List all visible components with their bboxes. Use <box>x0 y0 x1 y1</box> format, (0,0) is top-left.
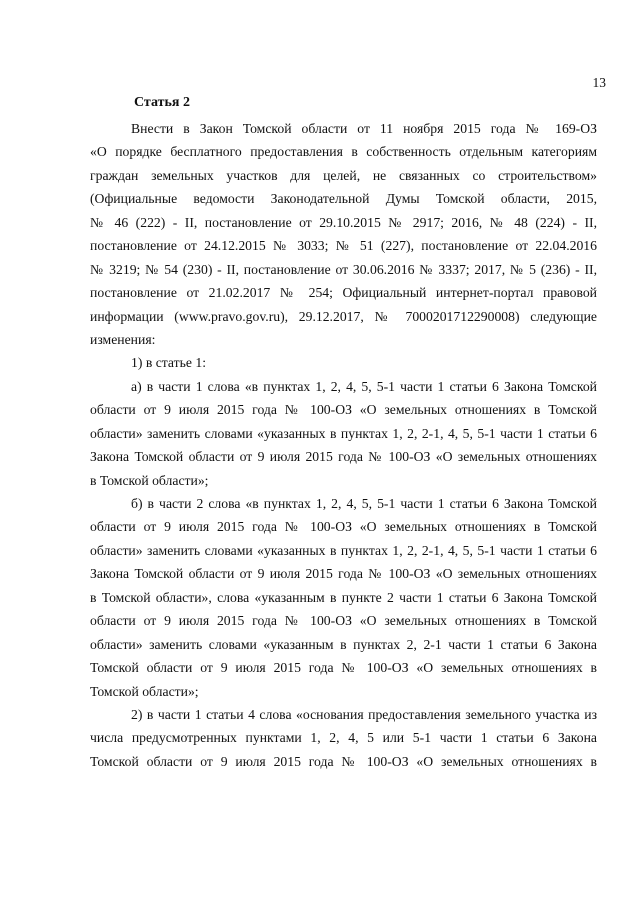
text-line: (Официальные ведомости Законодательной Думы Томской области, 2015, <box>90 191 597 207</box>
text-line: области» заменить словами «указанных в пунктах 1, 2, 2-1, 4, 5, 5-1 части 1 статьи 6 <box>90 425 597 441</box>
text-line: а) в части 1 слова «в пунктах 1, 2, 4, 5, 5-1 части 1 статьи 6 Закона Томской <box>131 378 597 394</box>
article-body <box>90 117 597 773</box>
text-line: Закона Томской области от 9 июля 2015 года № 100-ОЗ «О земельных отношениях <box>90 449 597 465</box>
text-line: 1) в статье 1: <box>131 355 207 371</box>
text-line: Закона Томской области от 9 июля 2015 года № 100-ОЗ «О земельных отношениях <box>90 566 597 582</box>
text-line: в Томской области», слова «указанным в пункте 2 части 1 статьи 6 Закона Томской <box>90 589 597 605</box>
text-line: 2) в части 1 статьи 4 слова «основания предоставления земельного участка из <box>131 706 597 722</box>
text-line: № 3219; № 54 (230) - II, постановление от 30.06.2016 № 3337; 2017, № 5 (236) - II, <box>90 261 597 277</box>
text-line: «О порядке бесплатного предоставления в собственность отдельным категориям <box>90 144 597 160</box>
text-line: области от 9 июля 2015 года № 100-ОЗ «О земельных отношениях в Томской <box>90 519 597 535</box>
text-line: в Томской области»; <box>90 472 209 488</box>
text-line: Томской области»; <box>90 683 199 699</box>
text-line: б) в части 2 слова «в пунктах 1, 2, 4, 5, 5-1 части 1 статьи 6 Закона Томской <box>131 496 597 511</box>
text-line: числа предусмотренных пунктами 1, 2, 4, 5 или 5-1 части 1 статьи 6 Закона <box>90 730 597 746</box>
text-line: области» заменить словами «указанным в пунктах 2, 2-1 части 1 статьи 6 Закона <box>90 636 597 652</box>
text-line: области от 9 июля 2015 года № 100-ОЗ «О земельных отношениях в Томской <box>90 613 597 629</box>
text-line: постановление от 21.02.2017 № 254; Официальный интернет-портал правовой <box>90 285 597 301</box>
text-line: постановление от 24.12.2015 № 3033; № 51 (227), постановление от 22.04.2016 <box>90 238 597 254</box>
article-title: Статья 2 <box>134 95 190 110</box>
text-line: информации (www.pravo.gov.ru), 29.12.2017, № 7000201712290008) следующие <box>90 308 597 324</box>
text-line: области от 9 июля 2015 года № 100-ОЗ «О земельных отношениях в Томской <box>90 402 597 418</box>
text-line: области» заменить словами «указанных в пунктах 1, 2, 2-1, 4, 5, 5-1 части 1 статьи 6 <box>90 542 597 558</box>
text-line: Томской области от 9 июля 2015 года № 100-ОЗ «О земельных отношениях в <box>90 660 597 676</box>
text-line: Томской области от 9 июля 2015 года № 100-ОЗ «О земельных отношениях в <box>90 753 597 769</box>
page-number: 13 <box>592 75 606 90</box>
text-line: Внести в Закон Томской области от 11 ноября 2015 года № 169-ОЗ <box>131 121 597 136</box>
text-line: изменения: <box>90 331 156 347</box>
text-line: граждан земельных участков для целей, не связанных со строительством» <box>90 167 597 183</box>
text-line: № 46 (222) - II, постановление от 29.10.2015 № 2917; 2016, № 48 (224) - II, <box>90 214 597 230</box>
